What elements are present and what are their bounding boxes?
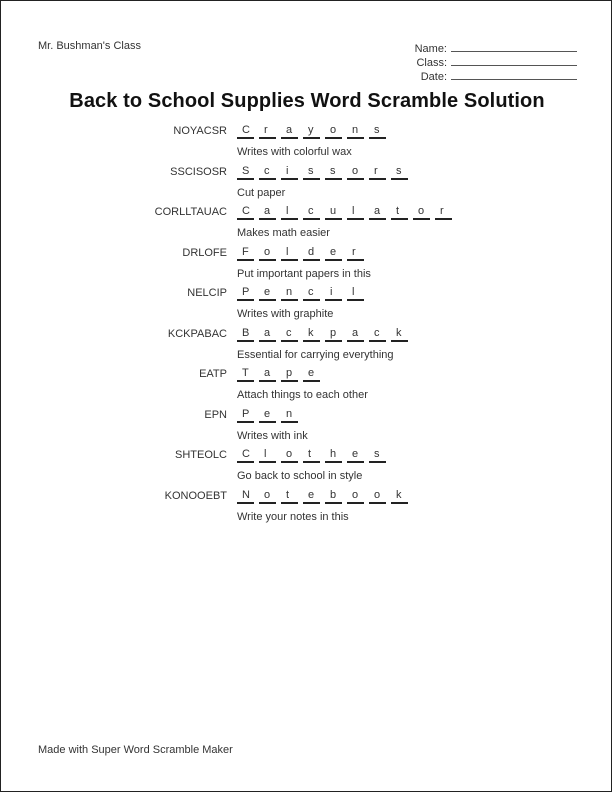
clue-text: Go back to school in style — [237, 470, 363, 482]
name-label: Name: — [414, 43, 447, 55]
answer-letter-blank: l — [281, 247, 298, 261]
answer-letter-blank: o — [413, 206, 430, 220]
scrambled-word: NOYACSR — [173, 125, 227, 137]
answer-letter-blank: l — [259, 449, 276, 463]
date-label: Date: — [420, 71, 447, 83]
answer-letter-blank: t — [391, 206, 408, 220]
answer-letter-blank: r — [435, 206, 452, 220]
answer-letter-blank: d — [303, 247, 320, 261]
clue-text: Put important papers in this — [237, 267, 371, 280]
scramble-entry — [1, 287, 612, 328]
answer-letter-blank: k — [391, 328, 408, 342]
scramble-entry — [1, 247, 612, 288]
scrambled-word: NELCIP — [187, 287, 227, 299]
answer-letters — [237, 247, 369, 261]
answer-letter-blank: o — [369, 490, 386, 504]
answer-letter-blank: c — [259, 166, 276, 180]
answer-letter-blank: l — [347, 206, 364, 220]
answer-letter-blank: t — [281, 490, 298, 504]
answer-letter-blank: o — [259, 247, 276, 261]
answer-letters — [237, 287, 369, 301]
answer-letter-blank: e — [347, 449, 364, 463]
answer-letter-blank: a — [347, 328, 364, 342]
answer-letter-blank: P — [237, 409, 254, 423]
answer-letter-blank: e — [325, 247, 342, 261]
answer-letter-blank: n — [281, 409, 298, 423]
answer-letter-blank: o — [325, 125, 342, 139]
answer-letter-blank: c — [369, 328, 386, 342]
scrambled-word: CORLLTAUAC — [154, 206, 227, 218]
answer-letters — [237, 328, 413, 342]
answer-letter-blank: s — [325, 166, 342, 180]
scrambled-word: DRLOFE — [182, 246, 227, 259]
page-title: Back to School Supplies Word Scramble Solution — [69, 90, 545, 112]
answer-letter-blank: e — [259, 287, 276, 301]
clue-text: Write your notes in this — [237, 510, 349, 523]
answer-letter-blank: h — [325, 449, 342, 463]
class-name: Mr. Bushman's Class — [38, 40, 141, 52]
scrambled-word: EATP — [199, 368, 227, 380]
answer-letter-blank: S — [237, 166, 254, 180]
clue-text: Makes math easier — [237, 227, 330, 239]
scramble-entry — [1, 206, 612, 247]
answer-letter-blank: p — [325, 328, 342, 342]
answer-letter-blank: F — [237, 247, 254, 261]
answer-letter-blank: a — [259, 328, 276, 342]
answer-letter-blank: P — [237, 287, 254, 301]
answer-letter-blank: t — [303, 449, 320, 463]
answer-letter-blank: a — [369, 206, 386, 220]
answer-letter-blank: n — [347, 125, 364, 139]
scramble-entry — [1, 449, 612, 490]
answer-letter-blank: e — [259, 409, 276, 423]
answer-letter-blank: C — [237, 449, 254, 463]
answer-letter-blank: a — [259, 206, 276, 220]
clue-text: Attach things to each other — [237, 389, 368, 401]
student-info-fields — [415, 40, 577, 82]
answer-letter-blank: r — [259, 125, 276, 139]
clue-text: Writes with colorful wax — [237, 146, 352, 158]
class-label: Class: — [416, 57, 447, 69]
date-line — [451, 68, 577, 80]
class-line — [451, 54, 577, 66]
class-field-row — [415, 54, 577, 68]
answer-letter-blank: s — [369, 449, 386, 463]
answer-letter-blank: l — [281, 206, 298, 220]
answer-letter-blank: e — [303, 490, 320, 504]
scramble-entry — [1, 490, 612, 531]
answer-letters — [237, 166, 413, 180]
scramble-entry — [1, 328, 612, 369]
answer-letters — [237, 449, 391, 463]
answer-letters — [237, 125, 391, 139]
clue-text: Essential for carrying everything — [237, 348, 394, 361]
answer-letters — [237, 490, 413, 504]
clue-text: Writes with ink — [237, 429, 308, 442]
answer-letter-blank: c — [281, 328, 298, 342]
answer-letter-blank: r — [369, 166, 386, 180]
answer-letter-blank: s — [369, 125, 386, 139]
answer-letter-blank: b — [325, 490, 342, 504]
answer-letter-blank: T — [237, 368, 254, 382]
answer-letter-blank: k — [303, 328, 320, 342]
name-line — [451, 40, 577, 52]
answer-letters — [237, 206, 457, 220]
scramble-entry — [1, 368, 612, 409]
answer-letter-blank: C — [237, 206, 254, 220]
answer-letter-blank: o — [347, 166, 364, 180]
scrambled-word: KCKPABAC — [167, 327, 227, 340]
answer-letter-blank: p — [281, 368, 298, 382]
clue-text: Writes with graphite — [237, 308, 334, 320]
answer-letter-blank: o — [259, 490, 276, 504]
answer-letter-blank: c — [303, 287, 320, 301]
scrambled-word: EPN — [204, 408, 227, 421]
answer-letter-blank: r — [347, 247, 364, 261]
answer-letters — [237, 368, 325, 382]
answer-letter-blank: k — [391, 490, 408, 504]
scrambled-word: SSCISOSR — [170, 165, 227, 178]
answer-letter-blank: u — [325, 206, 342, 220]
scrambled-word: SHTEOLC — [175, 449, 227, 461]
answer-letter-blank: B — [237, 328, 254, 342]
scramble-entry — [1, 125, 612, 166]
answer-letter-blank: l — [347, 287, 364, 301]
answer-letter-blank: C — [237, 125, 254, 139]
scramble-entry — [1, 409, 612, 450]
answer-letter-blank: i — [281, 166, 298, 180]
clue-text: Cut paper — [237, 186, 286, 199]
answer-letter-blank: o — [281, 449, 298, 463]
answer-letter-blank: y — [303, 125, 320, 139]
footer-credit: Made with Super Word Scramble Maker — [38, 744, 233, 756]
answer-letter-blank: s — [303, 166, 320, 180]
answer-letter-blank: N — [237, 490, 254, 504]
scramble-list — [1, 125, 612, 530]
answer-letter-blank: c — [303, 206, 320, 220]
answer-letters — [237, 409, 303, 423]
answer-letter-blank: i — [325, 287, 342, 301]
answer-letter-blank: s — [391, 166, 408, 180]
answer-letter-blank: a — [281, 125, 298, 139]
date-field-row — [415, 68, 577, 82]
answer-letter-blank: o — [347, 490, 364, 504]
answer-letter-blank: a — [259, 368, 276, 382]
answer-letter-blank: n — [281, 287, 298, 301]
scramble-entry — [1, 166, 612, 207]
name-field-row — [415, 40, 577, 54]
scrambled-word: KONOOEBT — [164, 489, 227, 502]
answer-letter-blank: e — [303, 368, 320, 382]
